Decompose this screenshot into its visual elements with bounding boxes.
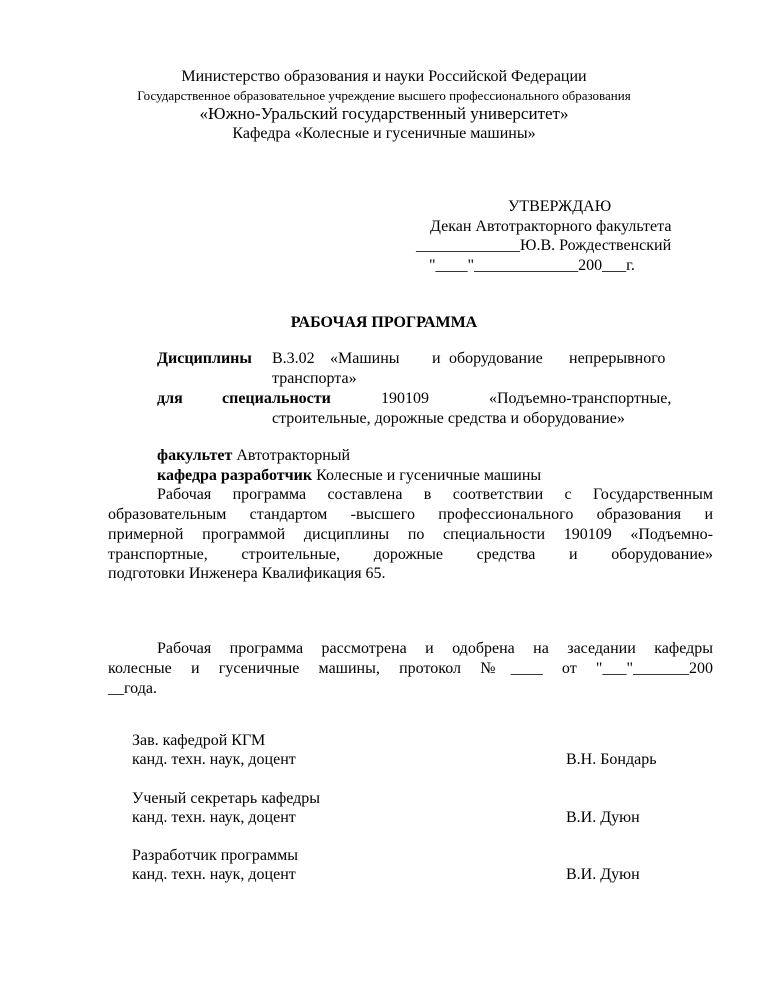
- compliance-line-3: примерной программой дисциплины по специальности 190109 «Подъемно-: [108, 526, 713, 543]
- approval-date-line: "____"_____________200___г.: [429, 257, 635, 274]
- signature-1-name: В.Н. Бондарь: [566, 751, 657, 768]
- faculty-label: факультет: [157, 447, 233, 464]
- discipline-word-1: «Машины: [330, 350, 400, 367]
- specialty-label-for: для: [157, 390, 183, 407]
- specialty-line-2: строительные, дорожные средства и оборудование»: [272, 410, 625, 427]
- compliance-line-4: транспортные, строительные, дорожные средства и оборудование»: [108, 546, 713, 563]
- specialty-code: 190109: [381, 390, 429, 407]
- approval-paragraph-line-1: Рабочая программа рассмотрена и одобрена на заседании кафедры: [157, 640, 713, 657]
- signature-1-degree: канд. техн. наук, доцент: [132, 751, 296, 768]
- approval-paragraph-line-3: __года.: [108, 680, 157, 697]
- document-title: РАБОЧАЯ ПРОГРАММА: [290, 314, 478, 331]
- approval-paragraph-line-2: колесные и гусеничные машины, протокол №____ от "___"_______200: [108, 660, 713, 677]
- signature-1-role: Зав. кафедрой КГМ: [132, 732, 266, 749]
- compliance-line-2: образовательным стандартом -высшего профессионального образования и: [108, 506, 713, 523]
- ministry-line: Министерство образования и науки Российской Федерации: [181, 68, 587, 85]
- signature-2-role: Ученый секретарь кафедры: [132, 790, 320, 807]
- university-name: «Южно-Уральский государственный университет»: [199, 104, 569, 123]
- signature-3-degree: канд. техн. наук, доцент: [132, 866, 296, 883]
- approval-signature-line: _____________Ю.В. Рождественский: [416, 237, 672, 254]
- discipline-word-4: непрерывного: [569, 350, 666, 367]
- discipline-code: В.3.02: [272, 350, 315, 367]
- department-name: Кафедра «Колесные и гусеничные машины»: [232, 125, 536, 142]
- developer-department-label: кафедра разработчик: [157, 467, 313, 484]
- developer-department-line: [157, 466, 541, 486]
- faculty-value: Автотракторный: [236, 447, 351, 464]
- compliance-line-1: Рабочая программа составлена в соответствии с Государственным: [157, 486, 713, 503]
- specialty-label: специальности: [222, 390, 331, 407]
- institution-type-line: Государственное образовательное учреждение высшего профессионального образования: [137, 88, 631, 103]
- discipline-word-3: оборудование: [449, 350, 543, 367]
- signature-3-name: В.И. Дуюн: [566, 866, 640, 883]
- signature-2-degree: канд. техн. наук, доцент: [132, 809, 296, 826]
- faculty-line: [157, 446, 350, 466]
- developer-department-value: Колесные и гусеничные машины: [316, 467, 542, 484]
- compliance-line-5: подготовки Инженера Квалификация 65.: [108, 565, 386, 582]
- signature-3-role: Разработчик программы: [132, 847, 298, 864]
- discipline-label: Дисциплины: [157, 350, 252, 367]
- signature-2-name: В.И. Дуюн: [566, 809, 640, 826]
- specialty-name-start: «Подъемно-транспортные,: [489, 390, 672, 407]
- discipline-line-2: транспорта»: [272, 370, 357, 387]
- approval-title: УТВЕРЖДАЮ: [508, 198, 612, 215]
- approval-position: Декан Автотракторного факультета: [430, 218, 672, 235]
- discipline-word-2: и: [432, 350, 441, 367]
